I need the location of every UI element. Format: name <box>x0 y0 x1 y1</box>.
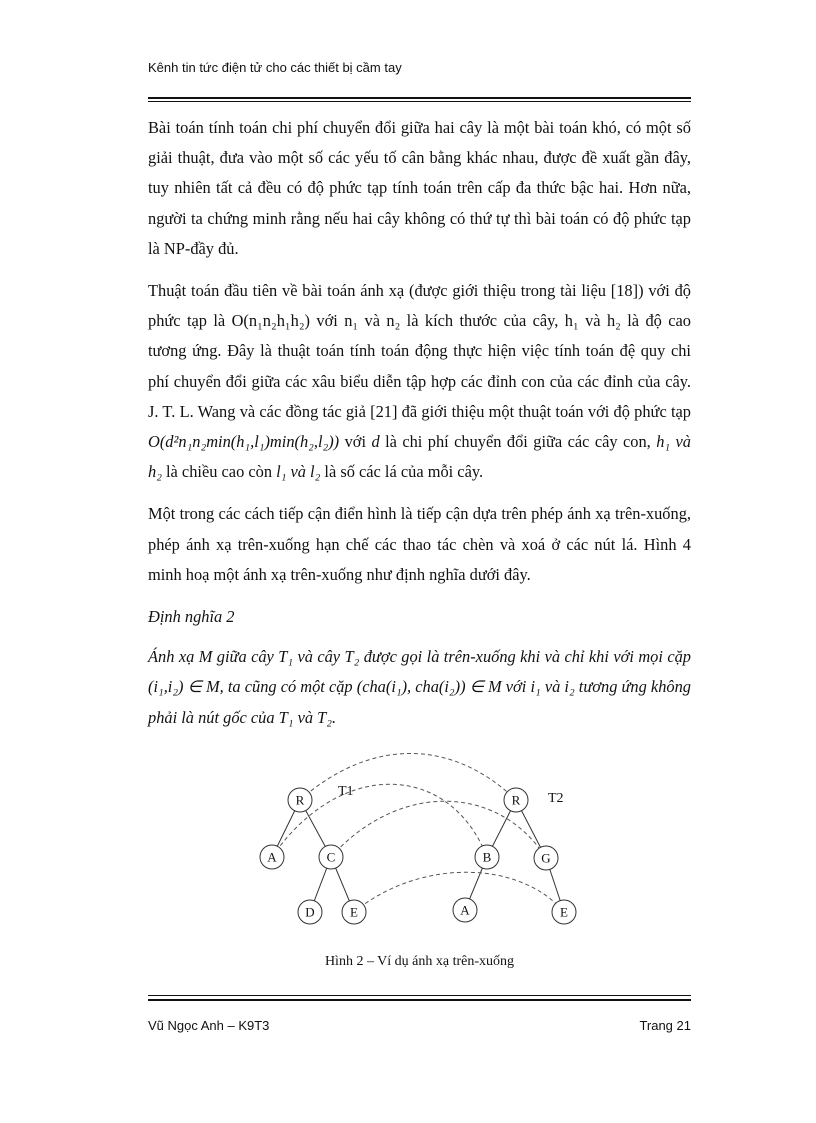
variable-d: d <box>371 432 380 452</box>
svg-text:C: C <box>326 849 336 865</box>
svg-text:D: D <box>305 904 315 920</box>
svg-text:E: E <box>350 904 358 920</box>
svg-text:R: R <box>511 792 521 808</box>
svg-text:A: A <box>460 902 470 918</box>
svg-text:A: A <box>267 849 277 865</box>
tree2-node <box>504 788 528 812</box>
tree2-node <box>453 898 477 922</box>
tree1-node <box>260 845 284 869</box>
tree1-node <box>319 845 343 869</box>
mapping-r-r <box>300 754 516 801</box>
tree2-node <box>475 845 499 869</box>
variable-h: h₁ và h₂ <box>148 432 691 482</box>
figure-caption: Hình 2 – Ví dụ ánh xạ trên-xuống <box>324 954 515 969</box>
footer-rule-bottom <box>148 999 691 1001</box>
variable-l: l₁ và l₂ <box>276 462 321 482</box>
tree2-label: T2 <box>548 791 564 806</box>
text-segment: là chi phí chuyển đổi giữa các cây con, <box>379 432 657 452</box>
tree1-node <box>288 788 312 812</box>
paragraph-mapping-algorithms <box>148 276 691 487</box>
tree2-node <box>552 900 576 924</box>
paragraph-cost-problem: Bài toán tính toán chi phí chuyển đổi giữa hai cây là một bài toán khó, có một số giải thuật, đưa vào một số các yếu tố cân bằng khác nhau, được đề xuất gần đây, tuy nhiên tất cả đều có độ phức tạp tính toán trên cấp đa thức bậc hai. Hơn nữa, người ta chứng minh rằng nếu hai cây không có thứ tự thì bài toán có độ phức tạp là NP-đầy đủ. <box>148 118 691 258</box>
svg-text:G: G <box>541 850 551 866</box>
svg-text:B: B <box>482 849 492 865</box>
tree1-label: T1 <box>338 784 354 799</box>
figure-top-down-mapping <box>230 740 590 940</box>
header-rule-top <box>148 97 691 99</box>
svg-text:E: E <box>560 904 568 920</box>
footer-rule-top <box>148 995 691 996</box>
header-rule-bottom <box>148 101 691 102</box>
tree1-node <box>342 900 366 924</box>
body-text <box>148 113 691 745</box>
tree-mapping-diagram <box>230 740 590 940</box>
running-header-title: Kênh tin tức điện tử cho các thiết bị cầm tay <box>148 60 402 75</box>
page-number: Trang 21 <box>639 1018 691 1033</box>
svg-text:R: R <box>295 792 305 808</box>
complexity-formula-1: O(n₁n₂h₁h₂) <box>231 311 310 331</box>
text-segment: là chiều cao còn <box>161 462 277 482</box>
text-segment: Thuật toán đầu tiên về bài toán ánh xạ (được giới thiệu trong tài liệu [18]) với độ phức tạp là <box>148 281 691 331</box>
paragraph-top-down-approach: Một trong các cách tiếp cận điển hình là tiếp cận dựa trên phép ánh xạ trên-xuống, phép ánh xạ trên-xuống hạn chế các thao tác chèn và xoá ở các nút lá. Hình 4 minh hoạ một ánh xạ trên-xuống như định nghĩa dưới đây. <box>148 504 691 584</box>
text-segment: với <box>339 432 372 452</box>
definition-title: Định nghĩa 2 <box>148 607 235 627</box>
text-segment: với n₁ và n₂ là kích thước của cây, h₁ và h₂ là độ cao tương ứng. Đây là thuật toán tính toán động thực hiện việc tính toán đệ quy chi phí chuyển đổi giữa các xâu biểu diễn tập hợp các đỉnh con của các đỉnh của cây. J. T. L. Wang và các đồng tác giả [21] đã giới thiệu một thuật toán với độ phức tạp <box>148 311 691 421</box>
tree2-node <box>534 846 558 870</box>
complexity-formula-2: O(d²n₁n₂min(h₁,l₁)min(h₂,l₂)) <box>148 432 340 452</box>
text-segment: là số các lá của mỗi cây. <box>320 462 484 482</box>
footer-author: Vũ Ngọc Anh – K9T3 <box>148 1018 270 1033</box>
tree1-node <box>298 900 322 924</box>
definition-text: Ánh xạ M giữa cây T₁ và cây T₂ được gọi là trên-xuống khi và chỉ khi với mọi cặp (i₁,i₂) ∈ M, ta cũng có một cặp (cha(i₁), cha(i₂)) ∈ M với i₁ và i₂ tương ứng không phải là nút gốc của T₁ và T₂. <box>148 647 691 727</box>
